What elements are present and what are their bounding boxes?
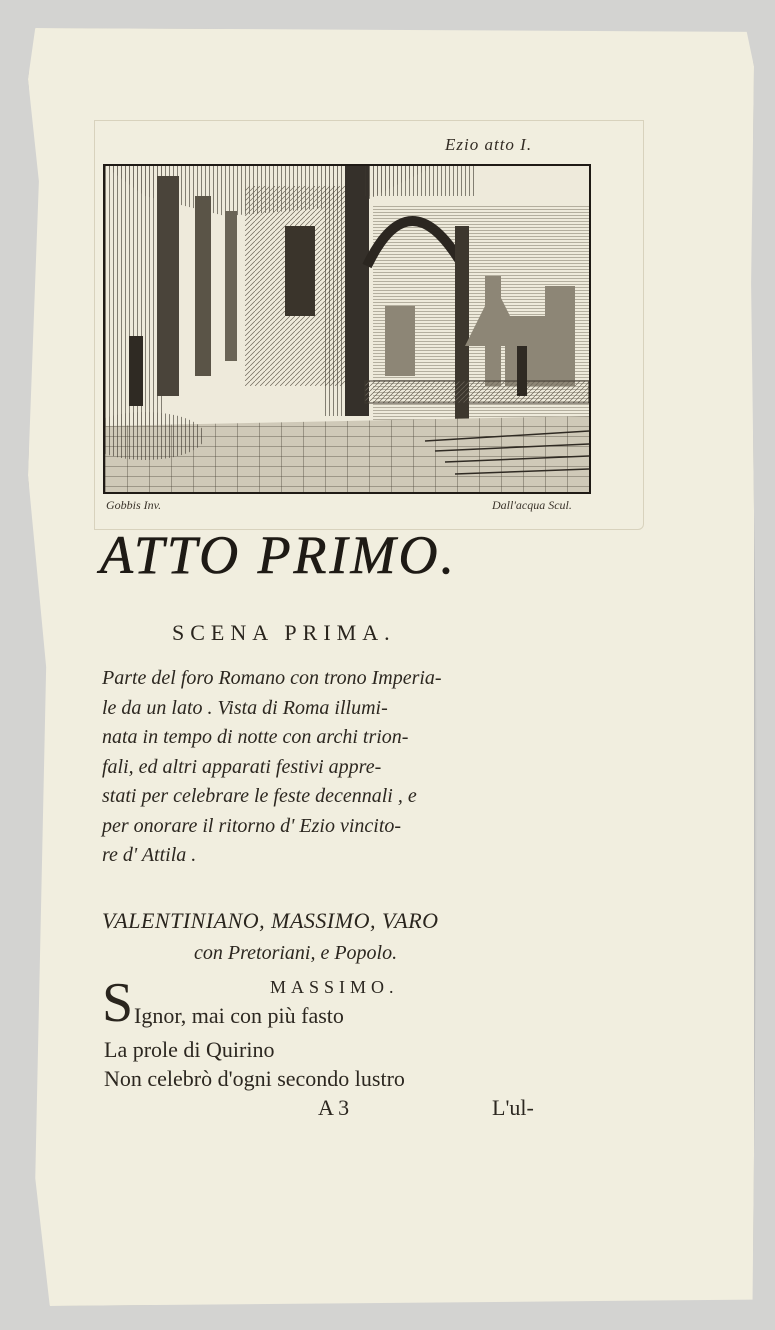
scene-description: [102, 664, 592, 871]
drop-cap: S: [102, 972, 134, 1034]
act-title: ATTO PRIMO.: [100, 525, 457, 585]
description-line: fali, ed altri apparati festivi appre-: [102, 755, 382, 778]
character-list: VALENTINIANO, MASSIMO, VARO: [102, 908, 439, 933]
verse-line-3: Non celebrò d'ogni secondo lustro: [104, 1066, 405, 1091]
engraving-illustration: [105, 166, 589, 492]
speaker-name: MASSIMO.: [270, 977, 399, 997]
description-line: le da un lato . Vista di Roma illumi-: [102, 696, 388, 719]
description-line: nata in tempo di notte con archi trion-: [102, 726, 409, 748]
description-line: re d' Attila .: [102, 844, 197, 866]
description-line: per onorare il ritorno d' Ezio vincito-: [102, 814, 402, 837]
description-line: stati per celebrare le feste decennali , e: [102, 785, 417, 807]
engraver-credit: Dall'acqua Scul.: [492, 498, 572, 512]
verse-line-1: Ignor, mai con più fasto: [134, 1003, 344, 1028]
inventor-credit: Gobbis Inv.: [106, 498, 162, 512]
scene-title: SCENA PRIMA.: [172, 620, 396, 645]
engraving-plate: [103, 164, 591, 494]
description-line: Parte del foro Romano con trono Imperia-: [102, 667, 442, 689]
signature-mark: A 3: [318, 1095, 350, 1120]
running-head: Ezio atto I.: [445, 135, 533, 154]
catchword: L'ul-: [492, 1095, 534, 1120]
verse-line-2: La prole di Quirino: [104, 1037, 275, 1062]
character-list-sub: con Pretoriani, e Popolo.: [194, 942, 398, 964]
